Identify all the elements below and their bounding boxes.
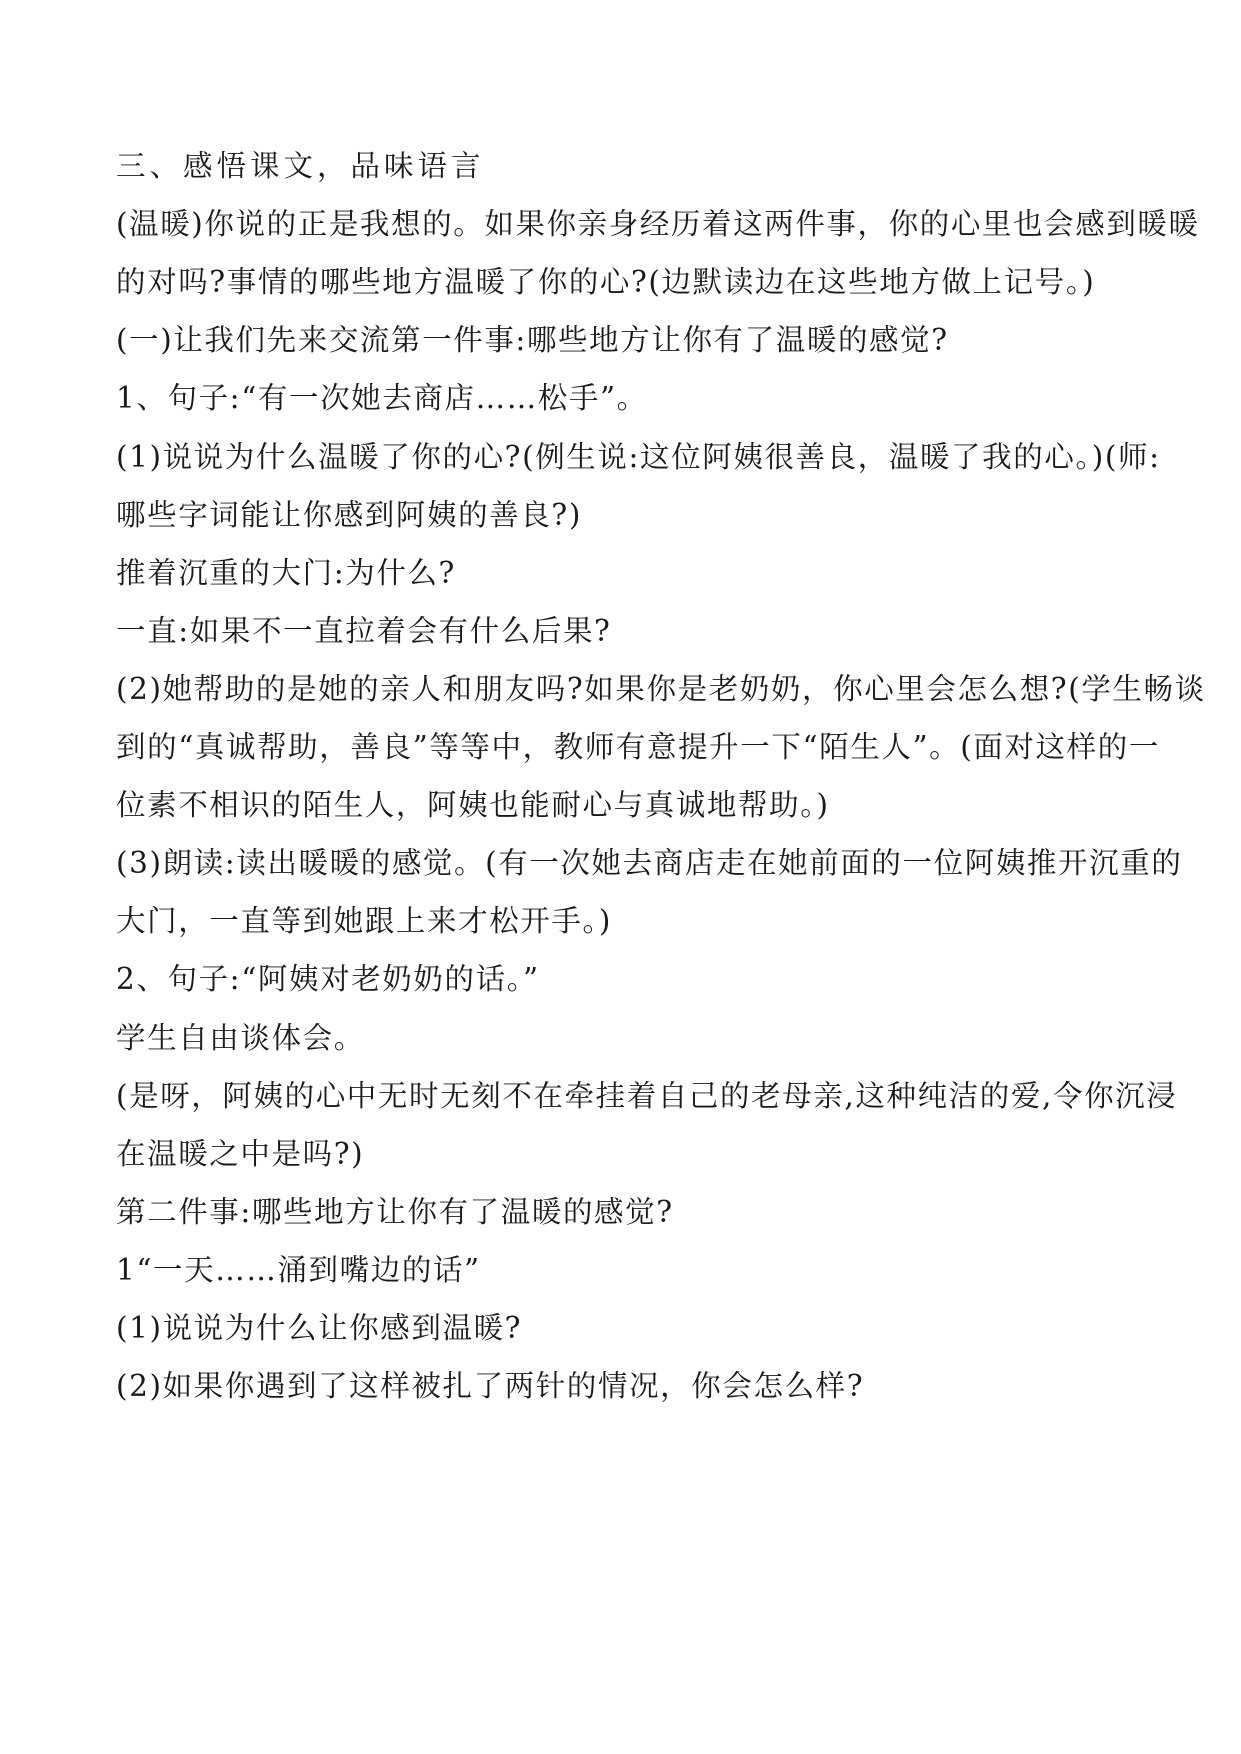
- text-line: 哪些字词能让你感到阿姨的善良?): [116, 498, 582, 532]
- text-line: 推着沉重的大门:为什么?: [116, 556, 456, 590]
- text-line: (1)说说为什么温暖了你的心?(例生说:这位阿姨很善良，温暖了我的心。)(师:: [116, 440, 1161, 474]
- text-line: (2)如果你遇到了这样被扎了两针的情况，你会怎么样?: [116, 1369, 865, 1403]
- text-line: 在温暖之中是吗?): [116, 1137, 365, 1171]
- text-line: (一)让我们先来交流第一件事:哪些地方让你有了温暖的感觉?: [116, 323, 949, 357]
- text-line: (是呀，阿姨的心中无时无刻不在牵挂着自己的老母亲,这种纯洁的爱,令你沉浸: [116, 1079, 1178, 1113]
- text-line: 1、句子:“有一次她去商店……松手”。: [116, 381, 648, 415]
- text-line: 2、句子:“阿姨对老奶奶的话。”: [116, 962, 540, 996]
- text-line: 一直:如果不一直拉着会有什么后果?: [116, 614, 612, 648]
- text-line: 的对吗?事情的哪些地方温暖了你的心?(边默读边在这些地方做上记号。): [116, 265, 1096, 299]
- text-line: (2)她帮助的是她的亲人和朋友吗?如果你是老奶奶，你心里会怎么想?(学生畅谈: [116, 672, 1206, 706]
- text-line: 学生自由谈体会。: [116, 1021, 365, 1055]
- text-line: 1“一天……涌到嘴边的话”: [116, 1253, 481, 1287]
- text-line: (1)说说为什么让你感到温暖?: [116, 1311, 523, 1345]
- text-line: 到的“真诚帮助，善良”等等中，教师有意提升一下“陌生人”。(面对这样的一: [116, 730, 1160, 764]
- text-line: (3)朗读:读出暖暖的感觉。(有一次她去商店走在她前面的一位阿姨推开沉重的: [116, 846, 1183, 880]
- text-line: 第二件事:哪些地方让你有了温暖的感觉?: [116, 1195, 674, 1229]
- text-line: (温暖)你说的正是我想的。如果你亲身经历着这两件事，你的心里也会感到暖暖: [116, 207, 1200, 241]
- text-line: 大门，一直等到她跟上来才松开手。): [116, 904, 612, 938]
- text-line: 位素不相识的陌生人，阿姨也能耐心与真诚地帮助。): [116, 788, 830, 822]
- section-heading: 三、感悟课文，品味语言: [116, 149, 485, 183]
